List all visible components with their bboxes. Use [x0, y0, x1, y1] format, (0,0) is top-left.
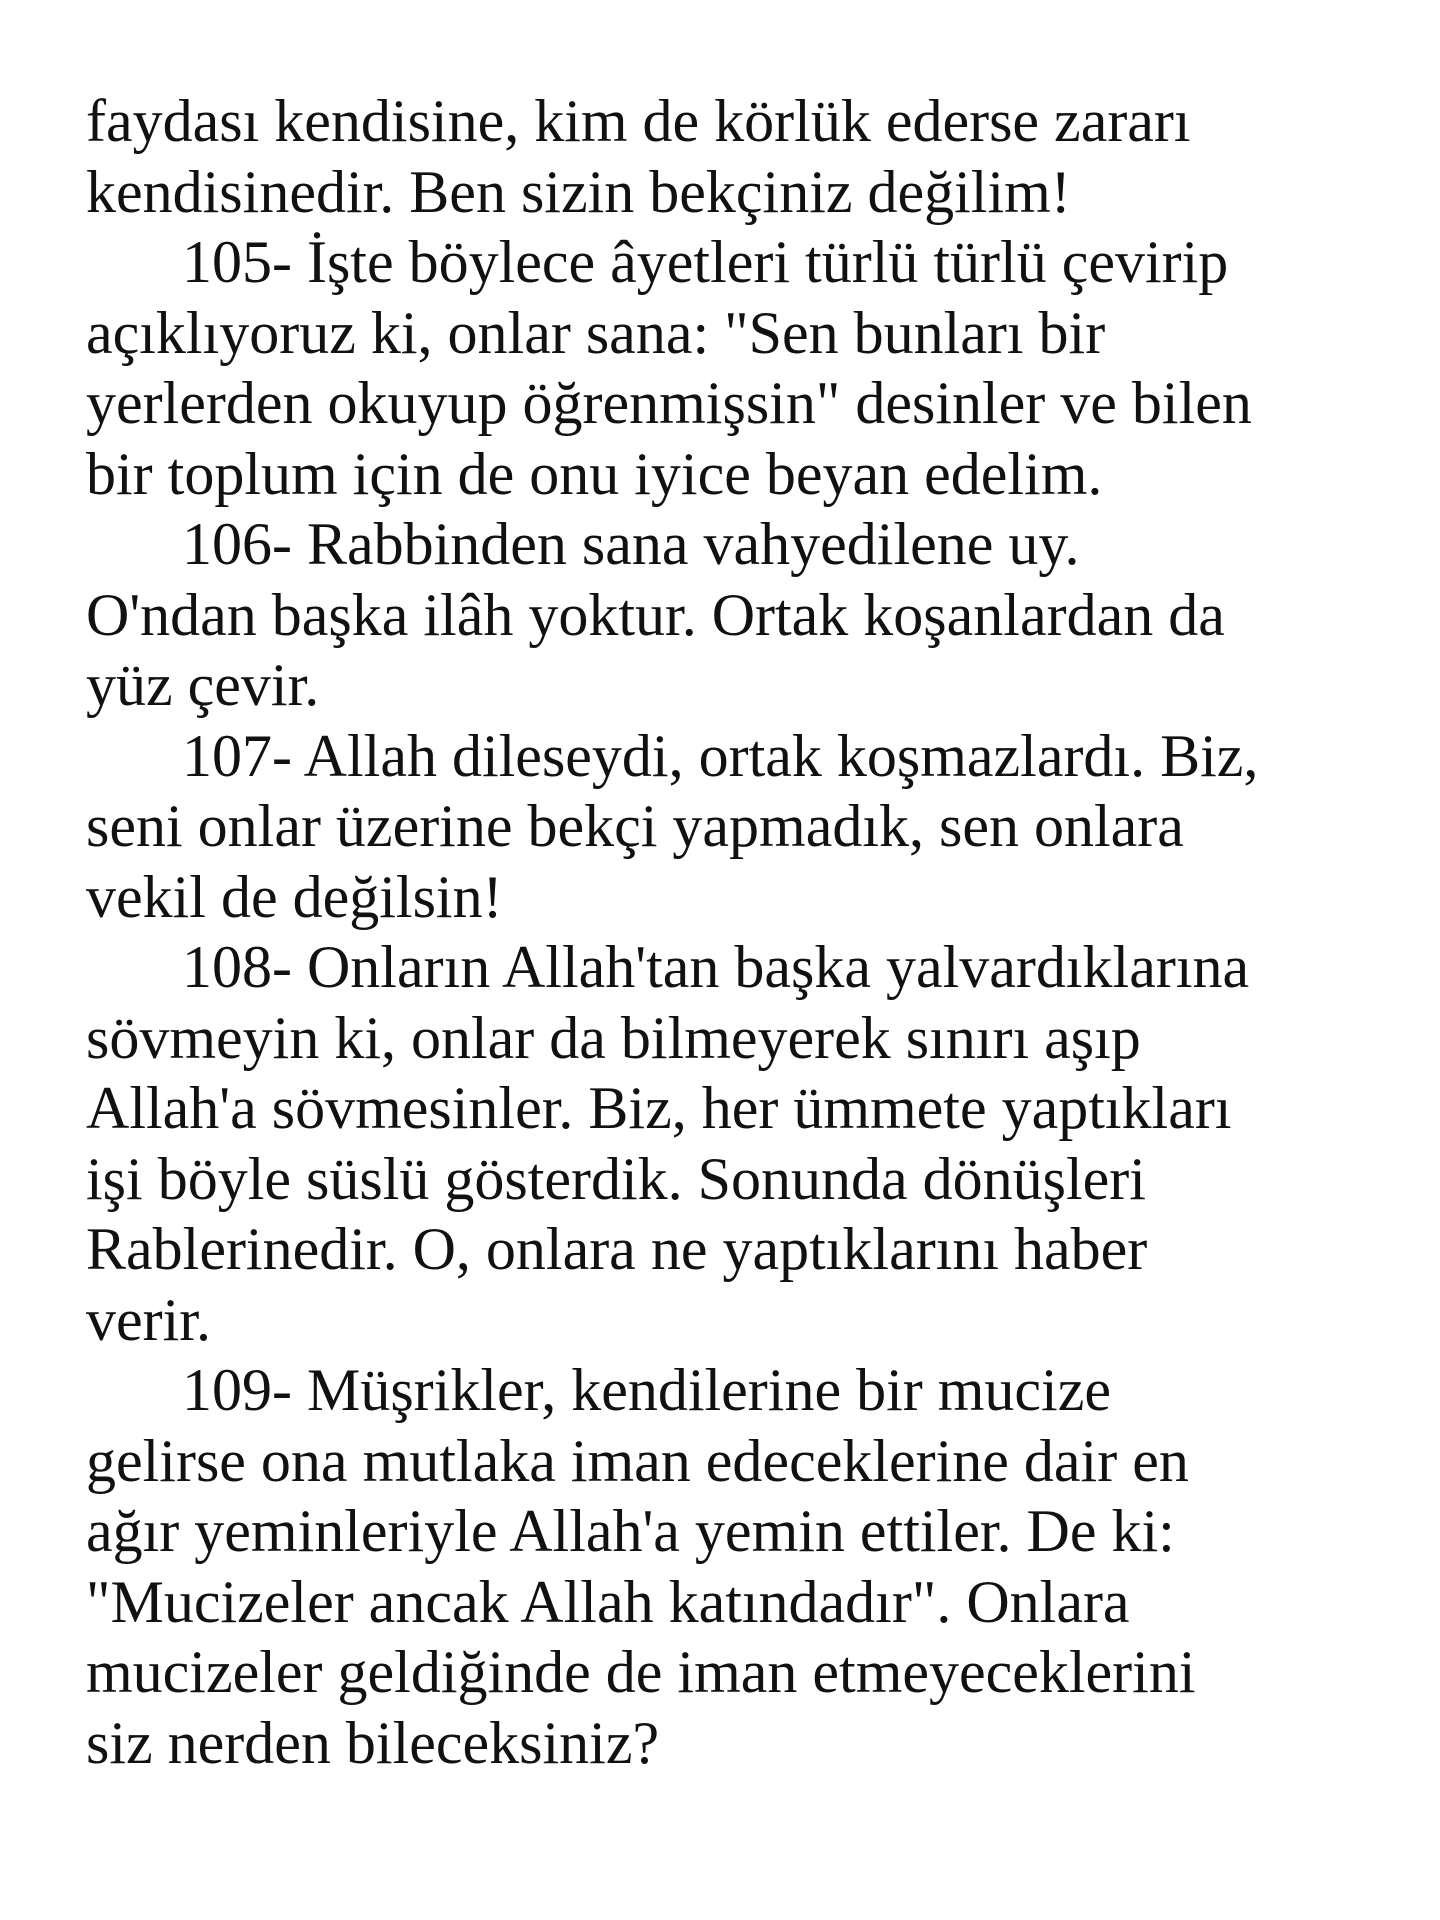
verse-106-start: 106- Rabbinden sana vahyedilene uy.: [182, 511, 1080, 577]
text-line: verir.: [86, 1286, 211, 1353]
text-line: seni onlar üzerine bekçi yapmadık, sen onlara: [86, 793, 1184, 859]
text-line: faydası kendisine, kim de körlük ederse zararı: [86, 88, 1191, 154]
text-line: Allah'a sövmesinler. Biz, her ümmete yaptıkları: [86, 1075, 1232, 1141]
verse-109-start: 109- Müşrikler, kendilerine bir mucize: [182, 1357, 1111, 1423]
text-line: Rablerinedir. O, onlara ne yaptıklarını haber: [86, 1216, 1148, 1282]
verse-105-start: 105- İşte böylece âyetleri türlü türlü çevirip: [182, 229, 1229, 295]
text-line: işi böyle süslü gösterdik. Sonunda dönüşleri: [86, 1145, 1146, 1212]
text-line: yerlerden okuyup öğrenmişsin" desinler ve bilen: [86, 370, 1252, 436]
verse-108-start: 108- Onların Allah'tan başka yalvardıklarına: [182, 934, 1250, 1000]
text-line: yüz çevir.: [86, 652, 320, 718]
text-line: bir toplum için de onu iyice beyan edelim.: [86, 440, 1103, 507]
text-line: kendisinedir. Ben sizin bekçiniz değilim!: [86, 158, 1071, 225]
text-line: mucizeler geldiğinde de iman etmeyeceklerini: [86, 1639, 1196, 1705]
document-page: [86, 86, 1386, 1778]
text-line: siz nerden bileceksiniz?: [86, 1709, 660, 1776]
text-line: sövmeyin ki, onlar da bilmeyerek sınırı aşıp: [86, 1004, 1141, 1071]
text-line: vekil de değilsin!: [86, 863, 503, 930]
text-line: "Mucizeler ancak Allah katındadır". Onlara: [86, 1568, 1130, 1635]
text-line: ağır yeminleriyle Allah'a yemin ettiler. De ki:: [86, 1498, 1175, 1564]
verse-107-start: 107- Allah dileseydi, ortak koşmazlardı. Biz,: [182, 722, 1259, 789]
text-line: açıklıyoruz ki, onlar sana: "Sen bunları bir: [86, 299, 1106, 366]
text-line: O'ndan başka ilâh yoktur. Ortak koşanlardan da: [86, 581, 1225, 648]
text-line: gelirse ona mutlaka iman edeceklerine dair en: [86, 1427, 1189, 1494]
